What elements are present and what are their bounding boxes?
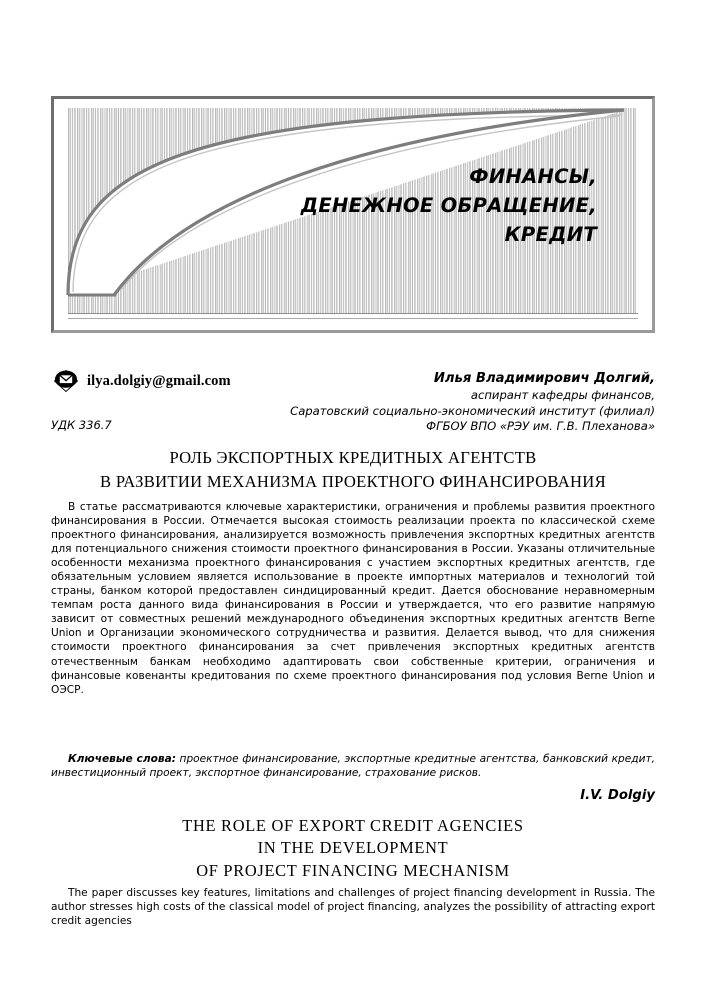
article-title-en-line-2: IN THE DEVELOPMENT	[257, 838, 449, 858]
article-page	[51, 0, 655, 1003]
article-title-en	[51, 815, 655, 882]
author-affiliation-line-2: Саратовский социально-экономический институт (филиал)	[290, 403, 655, 418]
article-title-ru	[51, 446, 655, 494]
article-title-en-line-1: THE ROLE OF EXPORT CREDIT AGENCIES	[182, 816, 524, 835]
envelope-icon	[53, 369, 79, 393]
banner-title-line-2: ДЕНЕЖНОЕ ОБРАЩЕНИЕ,	[300, 194, 597, 217]
abstract-en	[51, 886, 655, 928]
banner-title-line-1: ФИНАНСЫ,	[469, 165, 597, 188]
author-affiliation-line-1: аспирант кафедры финансов,	[470, 388, 655, 402]
keywords-ru	[51, 752, 655, 780]
abstract-ru-text: В статье рассматриваются ключевые характеристики, ограничения и проблемы развития проектного финансирования в России. Отмечается высокая стоимость реализации проекта по классической схеме проектного финансирования, анализируется возможность привлечения экспортных кредитных агентств для потенциального снижения стоимости проектного финансирования в России. Указаны отличительные особенности механизма проектного финансирования с участием экспортных кредитных агентств, где обязательным условием является использование в проекте импортных материалов и технологий той страны, банком которой предоставлен синдицированный кредит. Дается обоснование неравномерным темпам роста данного вида финансирования в России и утверждается, что его развитие напрямую зависит от совместных решений международного объединения экспортных кредитных агентств Berne Union и Организации экономического сотрудничества и развития. Делается вывод, что для снижения стоимости проектного финансирования за счет привлечения экспортных кредитных агентств отечественным банкам необходимо адаптировать свои собственные критерии, ограничения и финансовые ковенанты кредитования по схеме проектного финансирования под условия Berne Union и ОЭСР.	[51, 501, 655, 696]
abstract-en-text: The paper discusses key features, limitations and challenges of project financing development in Russia. The author stresses high costs of the classical model of project financing, analyzes the possibility of attracting export credit agencies	[51, 887, 655, 928]
article-title-en-line-3: OF PROJECT FINANCING MECHANISM	[196, 860, 510, 880]
udk-code: УДК 336.7	[51, 418, 112, 432]
author-affiliation-block	[235, 369, 655, 435]
author-affiliation-line-3: ФГБОУ ВПО «РЭУ им. Г.В. Плеханова»	[426, 419, 655, 434]
keywords-ru-label: Ключевые слова:	[68, 753, 176, 765]
author-name-en: I.V. Dolgiy	[580, 788, 655, 803]
author-email[interactable]: ilya.dolgiy@gmail.com	[87, 372, 231, 389]
keywords-ru-text: проектное финансирование, экспортные кредитные агентства, банковский кредит, инвестиционный проект, экспортное финансирование, страхование рисков.	[51, 753, 655, 780]
abstract-ru	[51, 500, 655, 697]
banner-title	[177, 162, 597, 249]
author-name-ru: Илья Владимирович Долгий,	[433, 371, 655, 386]
banner-title-line-3: КРЕДИТ	[504, 223, 597, 246]
article-title-ru-line-2: В РАЗВИТИИ МЕХАНИЗМА ПРОЕКТНОГО ФИНАНСИРОВАНИЯ	[100, 472, 606, 491]
author-email-line	[53, 370, 231, 392]
article-title-ru-line-1: РОЛЬ ЭКСПОРТНЫХ КРЕДИТНЫХ АГЕНТСТВ	[169, 448, 537, 467]
